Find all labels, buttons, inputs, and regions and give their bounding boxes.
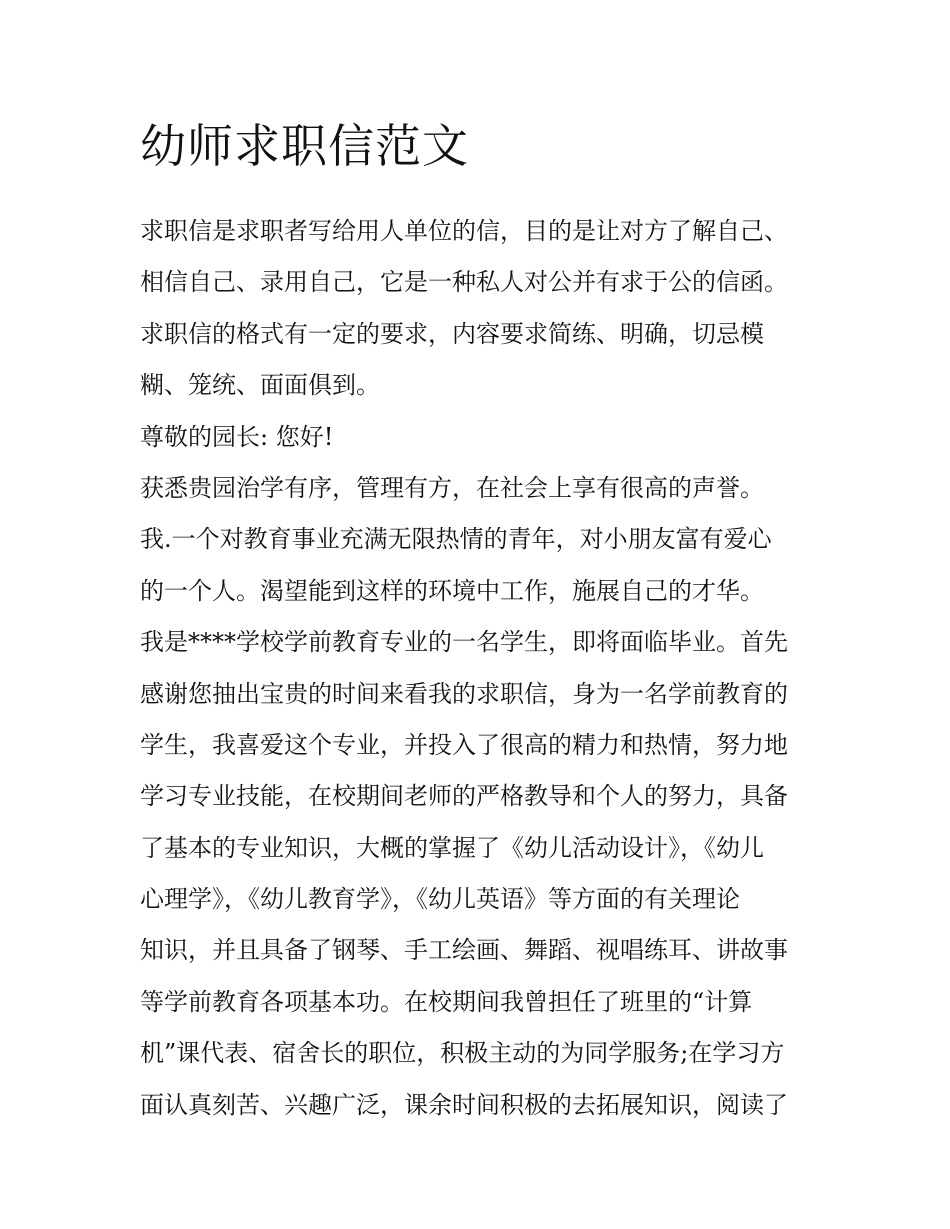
text-line: 等学前教育各项基本功。在校期间我曾担任了班里的“计算 xyxy=(140,987,753,1016)
text-line: 心理学》，《幼儿教育学》，《幼儿英语》等方面的有关理论 xyxy=(140,885,740,914)
text-line: 机”课代表、宿舍长的职位，积极主动的为同学服务;在学习方 xyxy=(140,1039,785,1068)
text-line: 相信自己、录用自己，它是一种私人对公并有求于公的信函。 xyxy=(140,268,788,297)
text-line: 求职信是求职者写给用人单位的信，目的是让对方了解自己、 xyxy=(140,217,788,245)
document-title: 幼师求职信范文 xyxy=(140,119,469,173)
text-line: 糊、笼统、面面俱到。 xyxy=(140,371,380,400)
text-line: 我.一个对教育事业充满无限热情的青年，对小朋友富有爱心 xyxy=(140,525,772,554)
text-line: 面认真刻苦、兴趣广泛，课余时间积极的去拓展知识，阅读了 xyxy=(140,1090,788,1119)
text-line: 学生，我喜爱这个专业，并投入了很高的精力和热情，努力地 xyxy=(140,730,788,759)
salutation-line: 尊敬的园长: 您好! xyxy=(140,422,334,451)
text-line: 感谢您抽出宝贵的时间来看我的求职信，身为一名学前教育的 xyxy=(140,679,788,708)
text-line: 求职信的格式有一定的要求，内容要求简练、明确，切忌模 xyxy=(140,319,764,348)
document-page xyxy=(140,110,820,1131)
text-line: 知识，并且具备了钢琴、手工绘画、舞蹈、视唱练耳、讲故事 xyxy=(140,936,788,965)
text-line: 获悉贵园治学有序，管理有方，在社会上享有很高的声誉。 xyxy=(140,473,764,502)
text-line: 我是****学校学前教育专业的一名学生，即将面临毕业。首先 xyxy=(140,628,788,657)
text-line: 的一个人。渴望能到这样的环境中工作，施展自己的才华。 xyxy=(140,576,764,605)
text-line: 学习专业技能，在校期间老师的严格教导和个人的努力，具备 xyxy=(140,782,788,811)
document-body xyxy=(140,206,820,1131)
text-line: 了基本的专业知识，大概的掌握了《幼儿活动设计》，《幼儿 xyxy=(140,833,764,862)
